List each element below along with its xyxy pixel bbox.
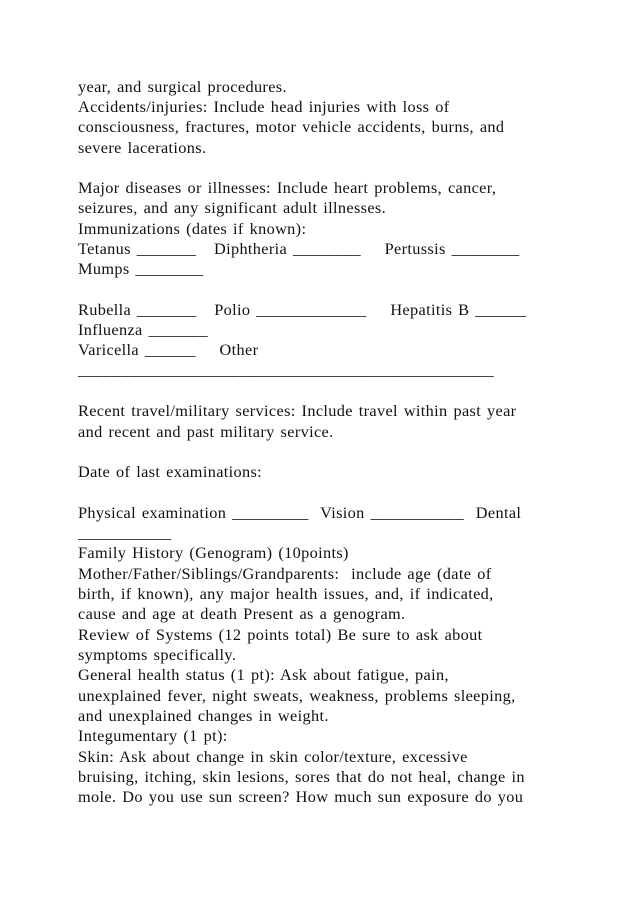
text-line: Accidents/injuries: Include head injuries with loss of [78,97,450,116]
text-line: symptoms specifically. [78,645,237,664]
text-line: and unexplained changes in weight. [78,706,329,725]
text-line: and recent and past military service. [78,422,334,441]
exam-row: Physical examination _________ Vision ___________ Dental [78,503,522,522]
text-line: severe lacerations. [78,138,207,157]
text-line: year, and surgical procedures. [78,77,287,96]
text-line: Skin: Ask about change in skin color/texture, excessive [78,747,468,766]
underline-blank: _________________________________________________ [78,360,495,379]
text-line: cause and age at death Present as a genogram. [78,604,406,623]
text-line: seizures, and any significant adult illnesses. [78,198,386,217]
text-line: Major diseases or illnesses: Include heart problems, cancer, [78,178,497,197]
immunization-row-1: Tetanus _______ Diphtheria ________ Pertussis ________ [78,239,520,258]
text-line: bruising, itching, skin lesions, sores that do not heal, change in [78,767,525,786]
text-line: Mother/Father/Siblings/Grandparents: include age (date of [78,564,492,583]
section-heading: Integumentary (1 pt): [78,726,228,745]
section-heading: Review of Systems (12 points total) Be sure to ask about [78,625,483,644]
text-line: Immunizations (dates if known): [78,219,307,238]
text-line: mole. Do you use sun screen? How much sun exposure do you [78,787,524,806]
text-line: birth, if known), any major health issues, and, if indicated, [78,584,494,603]
text-line: Recent travel/military services: Include travel within past year [78,401,517,420]
immunization-row-2: Mumps ________ [78,259,204,278]
text-line: unexplained fever, night sweats, weakness, problems sleeping, [78,686,516,705]
underline-blank: ___________ [78,523,172,542]
immunization-row-3: Rubella _______ Polio _____________ Hepatitis B ______ [78,300,527,319]
text-line: Date of last examinations: [78,462,263,481]
immunization-row-5: Varicella ______ Other [78,340,259,359]
text-line: consciousness, fractures, motor vehicle accidents, burns, and [78,117,505,136]
immunization-row-4: Influenza _______ [78,320,208,339]
section-heading: Family History (Genogram) (10points) [78,543,349,562]
text-line: General health status (1 pt): Ask about fatigue, pain, [78,665,449,684]
